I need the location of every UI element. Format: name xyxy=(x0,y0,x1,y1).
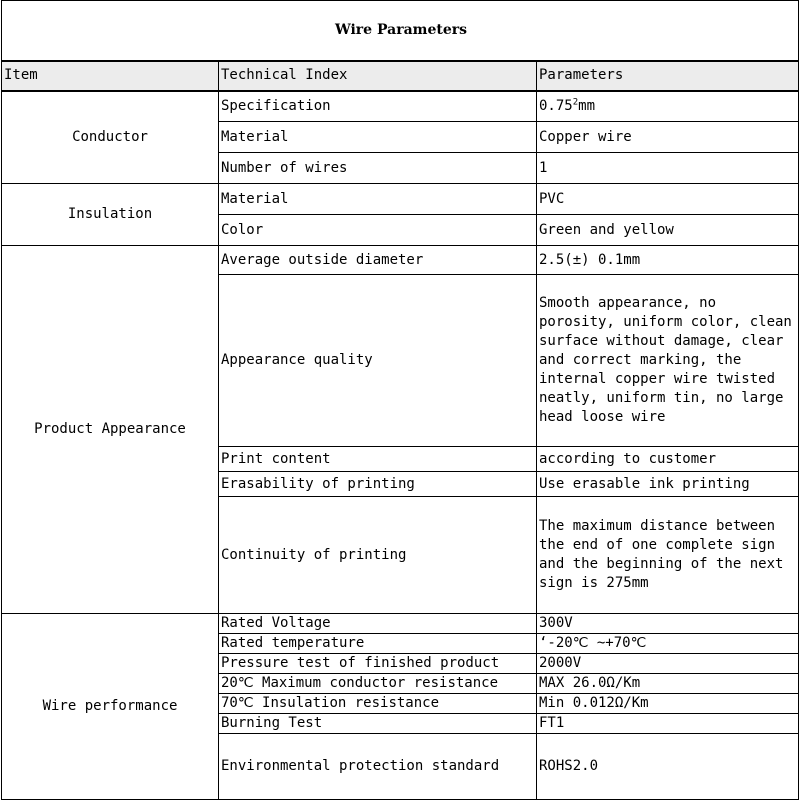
env-label: Environmental protection standard xyxy=(219,734,537,800)
diameter-value: 2.5(±) 0.1mm xyxy=(537,246,799,275)
spec-value: 0.75$^2$mm xyxy=(537,91,799,122)
burning-label: Burning Test xyxy=(219,714,537,734)
env-value: ROHS2.0 xyxy=(537,734,799,800)
diameter-label: Average outside diameter xyxy=(219,246,537,275)
insulation-material-value: PVC xyxy=(537,184,799,215)
erase-label: Erasability of printing xyxy=(219,472,537,497)
print-value: according to customer xyxy=(537,447,799,472)
pressure-label: Pressure test of finished product xyxy=(219,654,537,674)
wires-label: Number of wires xyxy=(219,153,537,184)
temp-value: ‘-20℃ ~+70℃ xyxy=(537,634,799,654)
color-value: Green and yellow xyxy=(537,215,799,246)
conductor-material-label: Material xyxy=(219,122,537,153)
wires-value: 1 xyxy=(537,153,799,184)
table-row xyxy=(2,91,799,122)
table-row xyxy=(2,614,799,634)
conductor-material-value: Copper wire xyxy=(537,122,799,153)
voltage-value: 300V xyxy=(537,614,799,634)
burning-value: FT1 xyxy=(537,714,799,734)
wire-parameters-table xyxy=(1,0,799,800)
table-row xyxy=(2,246,799,275)
quality-value: Smooth appearance, no porosity, uniform color, clean surface without damage, clear and correct marking, the internal copper wire twisted neatly, uniform tin, no large head loose wire xyxy=(537,275,799,447)
resistance-label: 20℃ Maximum conductor resistance xyxy=(219,674,537,694)
continuity-value: The maximum distance between the end of one complete sign and the beginning of the next sign is 275mm xyxy=(537,497,799,614)
header-parameters: Parameters xyxy=(537,61,799,91)
quality-label: Appearance quality xyxy=(219,275,537,447)
insulation-resistance-value: Min 0.012Ω/Km xyxy=(537,694,799,714)
insulation-material-label: Material xyxy=(219,184,537,215)
title-row xyxy=(2,1,799,61)
pressure-value: 2000V xyxy=(537,654,799,674)
header-item: Item xyxy=(2,61,219,91)
group-wire-performance: Wire performance xyxy=(2,614,219,800)
print-label: Print content xyxy=(219,447,537,472)
table-title: Wire Parameters xyxy=(2,1,799,61)
table-row xyxy=(2,184,799,215)
erase-value: Use erasable ink printing xyxy=(537,472,799,497)
temp-label: Rated temperature xyxy=(219,634,537,654)
group-product-appearance: Product Appearance xyxy=(2,246,219,614)
voltage-label: Rated Voltage xyxy=(219,614,537,634)
continuity-label: Continuity of printing xyxy=(219,497,537,614)
spec-label: Specification xyxy=(219,91,537,122)
insulation-resistance-label: 70℃ Insulation resistance xyxy=(219,694,537,714)
header-technical-index: Technical Index xyxy=(219,61,537,91)
group-conductor: Conductor xyxy=(2,91,219,184)
resistance-value: MAX 26.0Ω/Km xyxy=(537,674,799,694)
header-row xyxy=(2,61,799,91)
color-label: Color xyxy=(219,215,537,246)
group-insulation: Insulation xyxy=(2,184,219,246)
